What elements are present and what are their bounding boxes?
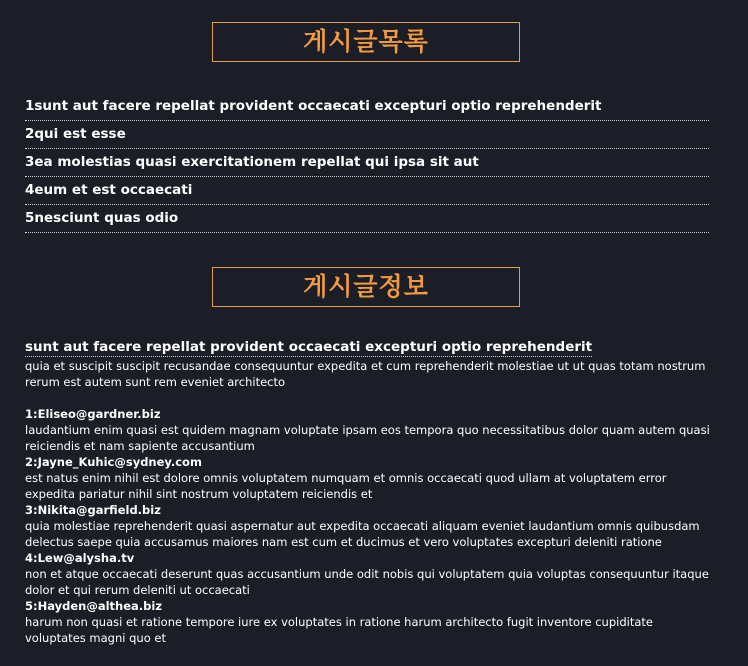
comment-body: laudantium enim quasi est quidem magnam voluptate ipsam eos tempora quo necessitatibus dolor quam autem quasi reiciendis et nam sapiente accusantium xyxy=(25,423,710,453)
post-detail-heading: 게시글정보 xyxy=(212,267,520,307)
post-list-item[interactable]: 5nesciunt quas odio xyxy=(25,207,709,233)
post-list-item[interactable]: 4eum et est occaecati xyxy=(25,179,709,205)
post-list xyxy=(25,95,709,235)
comment-email: 1:Eliseo@gardner.biz xyxy=(25,407,161,421)
post-list-heading: 게시글목록 xyxy=(212,22,520,62)
comment-body: non et atque occaecati deserunt quas accusantium unde odit nobis qui voluptatem quia voluptas consequuntur itaque dolor et qui rerum deleniti ut occaecati xyxy=(25,567,709,597)
post-list-item[interactable]: 3ea molestias quasi exercitationem repellat qui ipsa sit aut xyxy=(25,151,709,177)
comment-email: 5:Hayden@althea.biz xyxy=(25,599,163,613)
comment-item xyxy=(25,502,715,550)
comment-body: est natus enim nihil est dolore omnis voluptatem numquam et omnis occaecati quod ullam at voluptatem error expedita pariatur nihil sint nostrum voluptatem reiciendis et xyxy=(25,471,667,501)
comment-item xyxy=(25,598,715,646)
post-detail-body: quia et suscipit suscipit recusandae consequuntur expedita et cum reprehenderit molestiae ut ut quas totam nostrum rerum est autem sunt rem eveniet architecto xyxy=(25,359,706,389)
post-detail xyxy=(25,336,715,646)
comment-item xyxy=(25,406,715,454)
comment-email: 2:Jayne_Kuhic@sydney.com xyxy=(25,455,202,469)
post-list-item[interactable]: 1sunt aut facere repellat provident occaecati excepturi optio reprehenderit xyxy=(25,95,709,121)
post-list-item[interactable]: 2qui est esse xyxy=(25,123,709,149)
comment-item xyxy=(25,550,715,598)
comment-email: 3:Nikita@garfield.biz xyxy=(25,503,161,517)
comment-list xyxy=(25,406,715,646)
comment-body: harum non quasi et ratione tempore iure ex voluptates in ratione harum architecto fugit inventore cupiditate voluptates magni quo et xyxy=(25,615,653,645)
comment-body: quia molestiae reprehenderit quasi aspernatur aut expedita occaecati aliquam eveniet laudantium omnis quibusdam delectus saepe quia accusamus maiores nam est cum et ducimus et vero voluptates excepturi deleniti ratione xyxy=(25,519,700,549)
comment-email: 4:Lew@alysha.tv xyxy=(25,551,135,565)
post-detail-title: sunt aut facere repellat provident occaecati excepturi optio reprehenderit xyxy=(25,339,593,355)
comment-item xyxy=(25,454,715,502)
